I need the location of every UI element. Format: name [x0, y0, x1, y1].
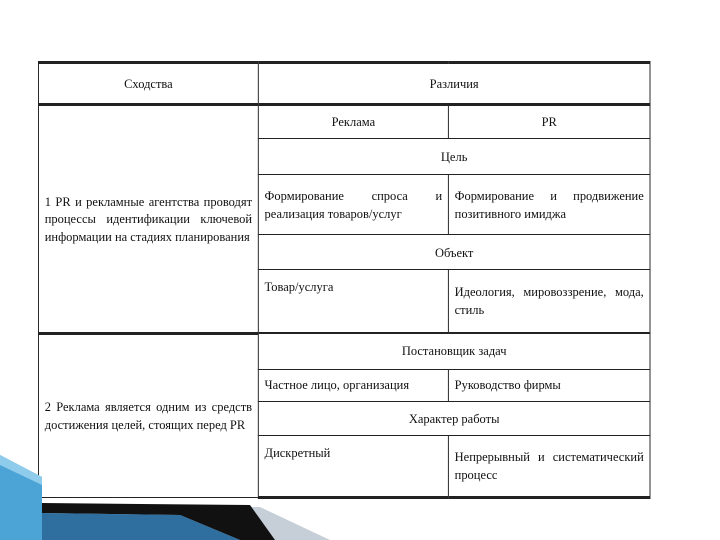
header-similarities: Сходства [38, 63, 258, 105]
subheader-pr: PR [448, 105, 650, 139]
work-nature-advertising: Дискретный [258, 435, 448, 497]
section-title-task-setter: Постановщик задач [258, 333, 650, 369]
header-differences: Различия [258, 63, 650, 105]
subheader-advertising: Реклама [258, 105, 448, 139]
corner-decoration [0, 455, 330, 540]
task-setter-advertising: Частное лицо, организация [258, 369, 448, 401]
similarity-item-1: 1 PR и рекламные агентства проводят процессы идентификации ключевой информации на стадиях планирования [38, 105, 258, 334]
object-pr: Идеология, мировоззрение, мода, стиль [448, 270, 650, 332]
task-setter-pr: Руководство фирмы [448, 369, 650, 401]
similarity-item-2: 2 Реклама является одним из средств достижения целей, стоящих перед PR [38, 333, 258, 497]
section-title-row [38, 333, 650, 369]
goal-pr: Формирование и продвижение позитивного имиджа [448, 175, 650, 235]
goal-advertising: Формирование спроса и реализация товаров/услуг [258, 175, 448, 235]
object-advertising: Товар/услуга [258, 270, 448, 332]
subheader-row [38, 105, 650, 139]
table-header-row [38, 63, 650, 105]
comparison-table [38, 61, 650, 499]
section-title-object: Объект [258, 235, 650, 270]
section-title-goal: Цель [258, 139, 650, 175]
work-nature-pr: Непрерывный и систематический процесс [448, 435, 650, 497]
section-title-work-nature: Характер работы [258, 401, 650, 435]
